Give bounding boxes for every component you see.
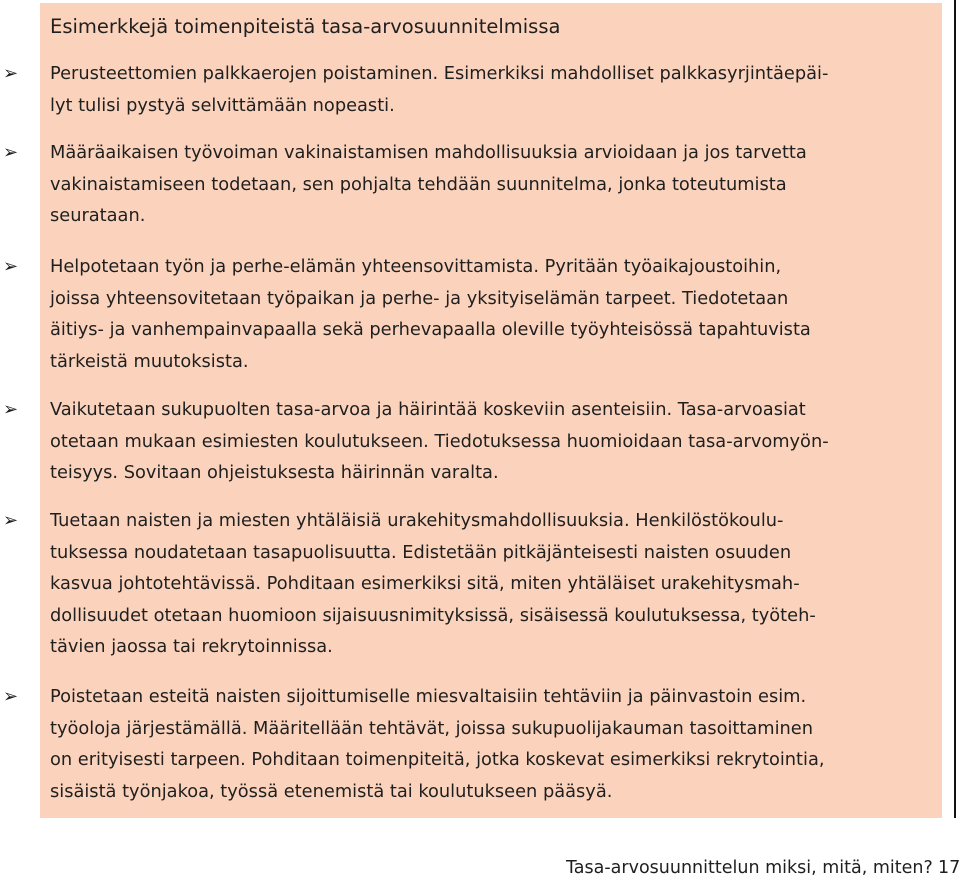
arrowhead-bullet-icon: ➢ (3, 399, 19, 420)
arrowhead-bullet-icon: ➢ (3, 256, 19, 277)
item-line: tärkeistä muutoksista. (50, 350, 249, 372)
list-item (0, 251, 890, 377)
item-line: dollisuudet otetaan huomioon sijaisuusnimityksissä, sisäisessä koulutuksessa, työteh- (50, 604, 816, 626)
running-footer-title: Tasa-arvosuunnittelun miksi, mitä, miten? (566, 858, 933, 878)
item-line: Vaikutetaan sukupuolten tasa-arvoa ja häirintää koskeviin asenteisiin. Tasa-arvoasiat (50, 399, 806, 420)
item-line: teisyys. Sovitaan ohjeistuksesta häirinnän varalta. (50, 462, 499, 483)
list-item (0, 58, 890, 121)
item-line: työoloja järjestämällä. Määritellään tehtävät, joissa sukupuolijakauman tasoittaminen (50, 717, 814, 739)
item-line: vakinaistamiseen todetaan, sen pohjalta tehdään suunnitelma, jonka toteutumista (50, 173, 787, 195)
item-line: tävien jaossa tai rekrytoinnissa. (50, 636, 333, 657)
box-title: Esimerkkejä toimenpiteistä tasa-arvosuunnitelmissa (50, 15, 561, 38)
arrowhead-bullet-icon: ➢ (3, 686, 19, 707)
item-line: Helpotetaan työn ja perhe-elämän yhteensovittamista. Pyritään työaikajoustoihin, (50, 256, 782, 277)
arrowhead-bullet-icon: ➢ (3, 63, 19, 84)
item-line: sisäistä työnjakoa, työssä etenemistä tai koulutukseen pääsyä. (50, 780, 613, 802)
page-number: 17 (938, 858, 960, 878)
list-item (0, 505, 890, 663)
arrowhead-bullet-icon: ➢ (3, 510, 19, 531)
item-line: lyt tulisi pystyä selvittämään nopeasti. (50, 94, 395, 116)
item-line: tuksessa noudatetaan tasapuolisuutta. Edistetään pitkäjänteisesti naisten osuuden (50, 541, 792, 563)
list-item (0, 394, 890, 489)
item-line: seurataan. (50, 205, 146, 226)
item-line: on erityisesti tarpeen. Pohditaan toimenpiteitä, jotka koskevat esimerkiksi rekrytointia, (50, 749, 825, 770)
list-item (0, 681, 890, 807)
item-line: äitiys- ja vanhempainvapaalla sekä perhevapaalla oleville työyhteisössä tapahtuvista (50, 319, 811, 340)
item-line: Tuetaan naisten ja miesten yhtäläisiä urakehitysmahdollisuuksia. Henkilöstökoulu- (50, 510, 784, 531)
right-margin-rule (954, 0, 956, 818)
item-line: Poistetaan esteitä naisten sijoittumiselle miesvaltaisiin tehtäviin ja päinvastoin esim. (50, 686, 807, 707)
item-line: otetaan mukaan esimiesten koulutukseen. Tiedotuksessa huomioidaan tasa-arvomyön- (50, 430, 829, 452)
item-line: kasvua johtotehtävissä. Pohditaan esimerkiksi sitä, miten yhtäläiset urakehitysmah- (50, 573, 800, 594)
item-line: Perusteettomien palkkaerojen poistaminen. Esimerkiksi mahdolliset palkkasyrjintäepäi- (50, 63, 829, 84)
item-line: joissa yhteensovitetaan työpaikan ja perhe- ja yksityiselämän tarpeet. Tiedotetaan (50, 287, 789, 309)
arrowhead-bullet-icon: ➢ (3, 142, 19, 163)
list-item (0, 137, 890, 232)
item-line: Määräaikaisen työvoiman vakinaistamisen mahdollisuuksia arvioidaan ja jos tarvetta (50, 142, 807, 163)
